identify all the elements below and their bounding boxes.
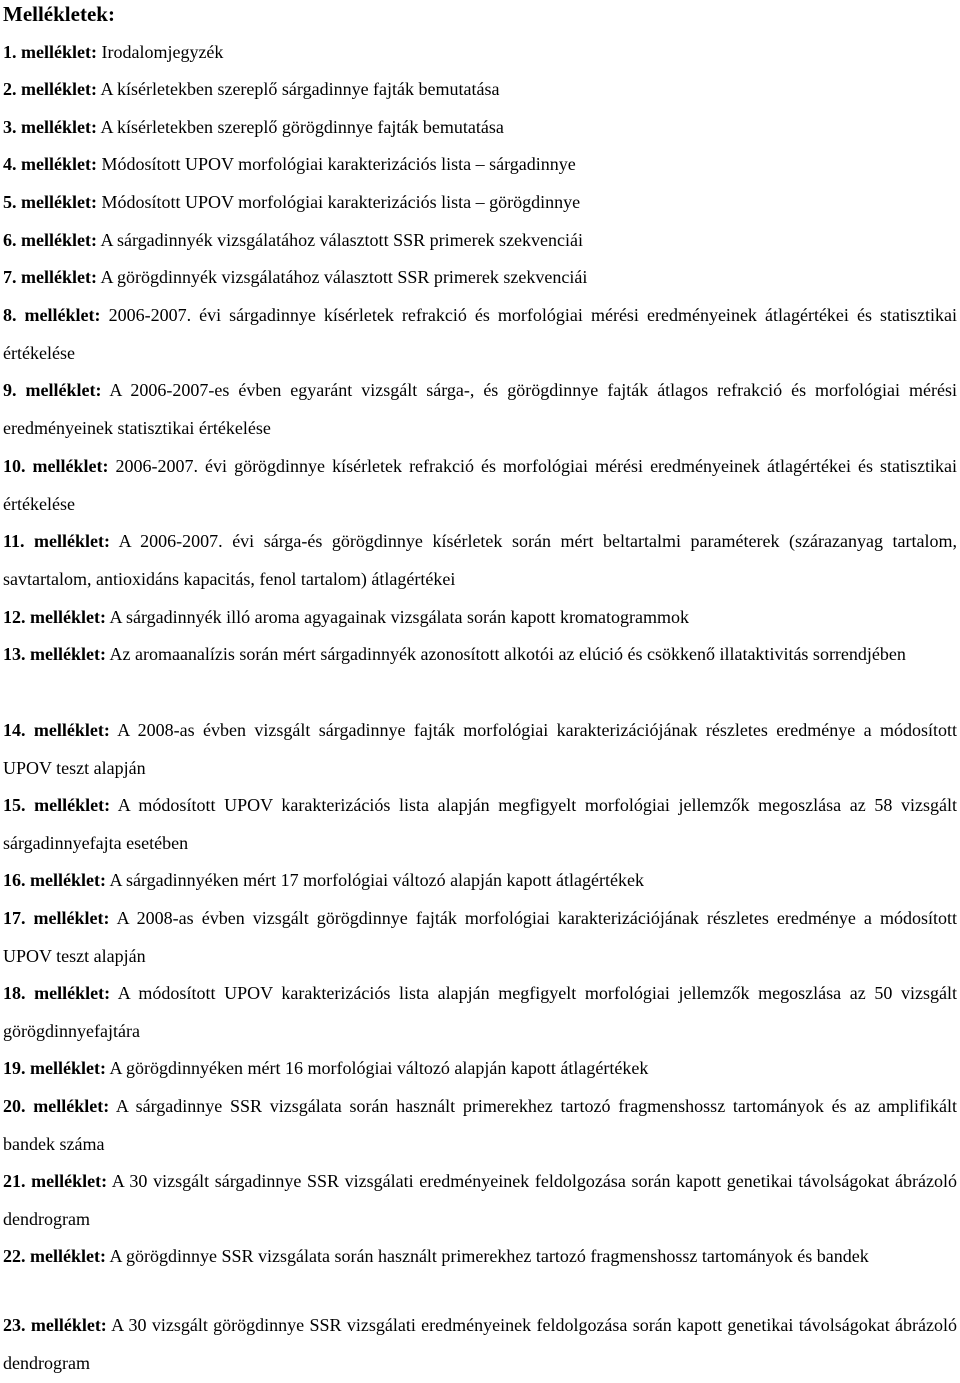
item-label: 15. melléklet: [3, 795, 111, 815]
item-label: 6. melléklet: [3, 230, 97, 250]
item-label: 20. melléklet: [3, 1096, 110, 1116]
item-label: 13. melléklet: [3, 644, 106, 664]
item-text: Módosított UPOV morfológiai karakterizációs lista – sárgadinnye [101, 154, 576, 174]
list-item [3, 1050, 957, 1088]
list-item [3, 975, 957, 1050]
item-label: 9. melléklet: [3, 380, 102, 400]
item-text: A 2008-as évben vizsgált görögdinnye fajták morfológiai karakterizációjának részletes eredménye a módosított UPOV teszt alapján [3, 908, 957, 966]
item-label: 8. melléklet: [3, 305, 101, 325]
item-text: A kísérletekben szereplő sárgadinnye fajták bemutatása [100, 79, 500, 99]
item-text: A 30 vizsgált görögdinnye SSR vizsgálati eredményeinek feldolgozása során kapott genetikai távolságokat ábrázoló dendrogram [3, 1315, 957, 1373]
item-text: 2006-2007. évi sárgadinnye kísérletek refrakció és morfológiai mérési eredményeinek átlagértékei és statisztikai értékelése [3, 305, 958, 363]
item-text: Az aromaanalízis során mért sárgadinnyék azonosított alkotói az elúció és csökkenő illataktivitás sorrendjében [109, 644, 906, 664]
item-text: A görögdinnyéken mért 16 morfológiai változó alapján kapott átlagértékek [109, 1058, 649, 1078]
list-item [3, 1088, 957, 1163]
item-label: 23. melléklet: [3, 1315, 107, 1335]
item-text: A 2006-2007. évi sárga-és görögdinnye kísérletek során mért beltartalmi paraméterek (szárazanyag tartalom, savtartalom, antioxidáns kapacitás, fenol tartalom) átlagértékei [3, 531, 957, 589]
page-title: Mellékletek: [3, 2, 115, 26]
item-label: 5. melléklet: [3, 192, 97, 212]
item-label: 19. melléklet: [3, 1058, 106, 1078]
list-item [3, 448, 957, 523]
list-item [3, 862, 957, 900]
item-text: A sárgadinnyék vizsgálatához választott SSR primerek szekvenciái [100, 230, 584, 250]
item-label: 11. melléklet: [3, 531, 111, 551]
item-label: 21. melléklet: [3, 1171, 108, 1191]
item-text: A módosított UPOV karakterizációs lista alapján megfigyelt morfológiai jellemzők megoszlása az 50 vizsgált görögdinnyefajtára [3, 983, 957, 1041]
item-label: 7. melléklet: [3, 267, 97, 287]
list-item [3, 372, 957, 447]
item-label: 18. melléklet: [3, 983, 111, 1003]
list-item [3, 146, 957, 184]
list-item [3, 34, 957, 72]
item-label: 17. melléklet: [3, 908, 110, 928]
item-label: 10. melléklet: [3, 456, 109, 476]
item-label: 1. melléklet: [3, 42, 97, 62]
list-item [3, 1163, 957, 1238]
list-item [3, 184, 957, 222]
item-text: Irodalomjegyzék [101, 42, 224, 62]
item-label: 22. melléklet: [3, 1246, 106, 1266]
item-label: 16. melléklet: [3, 870, 106, 890]
item-text: A kísérletekben szereplő görögdinnye fajták bemutatása [100, 117, 504, 137]
list-item [3, 787, 957, 862]
list-item [3, 599, 957, 637]
list-item [3, 636, 957, 674]
list-item [3, 1307, 957, 1382]
item-text: A 2008-as évben vizsgált sárgadinnye fajták morfológiai karakterizációjának részletes eredménye a módosított UPOV teszt alapján [3, 720, 957, 778]
list-item [3, 297, 957, 372]
item-text: A sárgadinnye SSR vizsgálata során használt primerekhez tartozó fragmenshossz tartományok és az amplifikált bandek száma [3, 1096, 957, 1154]
item-text: A 2006-2007-es évben egyaránt vizsgált sárga-, és görögdinnye fajták átlagos refrakció és morfológiai mérési eredményeinek statisztikai értékelése [3, 380, 957, 438]
item-text: Módosított UPOV morfológiai karakterizációs lista – görögdinnye [101, 192, 581, 212]
item-text: 2006-2007. évi görögdinnye kísérletek refrakció és morfológiai mérési eredményeinek átlagértékei és statisztikai értékelése [3, 456, 958, 514]
item-text: A módosított UPOV karakterizációs lista alapján megfigyelt morfológiai jellemzők megoszlása az 58 vizsgált sárgadinnyefajta esetében [3, 795, 957, 853]
list-item [3, 222, 957, 260]
item-label: 14. melléklet: [3, 720, 110, 740]
item-text: A 30 vizsgált sárgadinnye SSR vizsgálati eredményeinek feldolgozása során kapott genetikai távolságokat ábrázoló dendrogram [3, 1171, 957, 1229]
list-item [3, 109, 957, 147]
item-text: A sárgadinnyéken mért 17 morfológiai változó alapján kapott átlagértékek [109, 870, 644, 890]
item-label: 2. melléklet: [3, 79, 97, 99]
item-text: A görögdinnye SSR vizsgálata során használt primerekhez tartozó fragmenshossz tartományok és bandek [109, 1246, 869, 1266]
item-text: A görögdinnyék vizsgálatához választott SSR primerek szekvenciái [100, 267, 588, 287]
item-label: 12. melléklet: [3, 607, 106, 627]
list-item [3, 71, 957, 109]
list-item [3, 259, 957, 297]
item-label: 3. melléklet: [3, 117, 97, 137]
list-item [3, 1238, 957, 1276]
list-item [3, 523, 957, 598]
item-label: 4. melléklet: [3, 154, 97, 174]
list-item [3, 900, 957, 975]
list-item [3, 712, 957, 787]
item-text: A sárgadinnyék illó aroma agyagainak vizsgálata során kapott kromatogrammok [109, 607, 689, 627]
